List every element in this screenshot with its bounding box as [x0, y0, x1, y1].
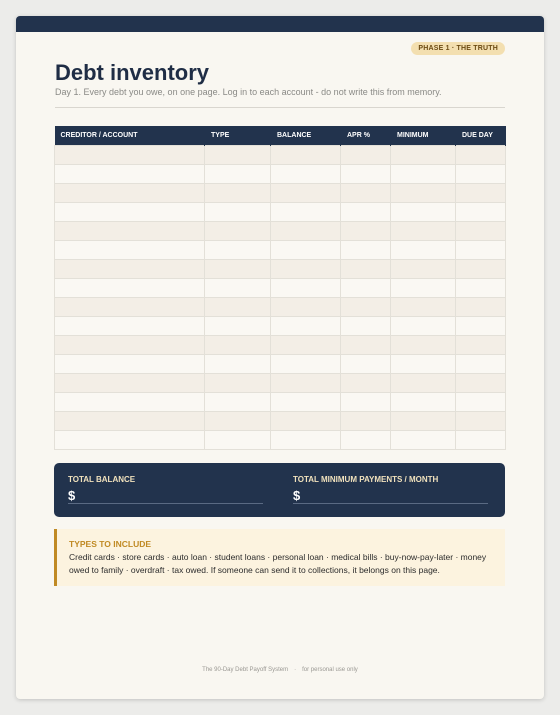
cell-minimum[interactable]	[391, 222, 456, 241]
cell-due-day[interactable]	[456, 203, 506, 222]
cell-type[interactable]	[205, 241, 271, 260]
cell-creditor[interactable]	[55, 336, 205, 355]
cell-balance[interactable]	[271, 165, 341, 184]
cell-minimum[interactable]	[391, 336, 456, 355]
cell-apr[interactable]	[341, 317, 391, 336]
total-minimum-block	[293, 475, 488, 504]
cell-apr[interactable]	[341, 165, 391, 184]
cell-apr[interactable]	[341, 393, 391, 412]
page-footer	[16, 667, 544, 673]
table-header-row	[55, 126, 506, 146]
table-row	[55, 412, 506, 431]
cell-balance[interactable]	[271, 222, 341, 241]
cell-due-day[interactable]	[456, 393, 506, 412]
cell-apr[interactable]	[341, 203, 391, 222]
cell-balance[interactable]	[271, 393, 341, 412]
table-row	[55, 241, 506, 260]
table-row	[55, 317, 506, 336]
cell-creditor[interactable]	[55, 222, 205, 241]
cell-creditor[interactable]	[55, 241, 205, 260]
cell-creditor[interactable]	[55, 393, 205, 412]
cell-minimum[interactable]	[391, 260, 456, 279]
page-title: Debt inventory	[55, 60, 210, 85]
cell-type[interactable]	[205, 374, 271, 393]
table-row	[55, 260, 506, 279]
cell-due-day[interactable]	[456, 146, 506, 165]
cell-due-day[interactable]	[456, 355, 506, 374]
cell-due-day[interactable]	[456, 374, 506, 393]
cell-type[interactable]	[205, 165, 271, 184]
total-balance-block	[68, 475, 263, 504]
total-balance-currency: $	[68, 488, 76, 503]
title-divider	[55, 107, 505, 108]
cell-apr[interactable]	[341, 222, 391, 241]
table-row	[55, 203, 506, 222]
cell-type[interactable]	[205, 317, 271, 336]
cell-creditor[interactable]	[55, 165, 205, 184]
cell-apr[interactable]	[341, 241, 391, 260]
page-subtitle: Day 1. Every debt you owe, on one page. Log in to each account - do not write this from memory.	[55, 87, 442, 97]
cell-apr[interactable]	[341, 146, 391, 165]
column-header-creditor: CREDITOR / ACCOUNT	[55, 126, 205, 146]
total-minimum-label: TOTAL MINIMUM PAYMENTS / MONTH	[293, 475, 439, 484]
cell-balance[interactable]	[271, 203, 341, 222]
cell-apr[interactable]	[341, 355, 391, 374]
cell-creditor[interactable]	[55, 184, 205, 203]
cell-minimum[interactable]	[391, 298, 456, 317]
cell-balance[interactable]	[271, 317, 341, 336]
cell-balance[interactable]	[271, 374, 341, 393]
cell-type[interactable]	[205, 222, 271, 241]
cell-balance[interactable]	[271, 241, 341, 260]
cell-due-day[interactable]	[456, 260, 506, 279]
debt-table-body	[55, 146, 506, 450]
callout-title: TYPES TO INCLUDE	[69, 539, 152, 549]
cell-minimum[interactable]	[391, 393, 456, 412]
cell-balance[interactable]	[271, 260, 341, 279]
cell-apr[interactable]	[341, 184, 391, 203]
cell-balance[interactable]	[271, 431, 341, 450]
table-row	[55, 279, 506, 298]
debt-table	[54, 126, 506, 450]
cell-due-day[interactable]	[456, 165, 506, 184]
top-accent-bar	[16, 16, 544, 32]
total-balance-label: TOTAL BALANCE	[68, 475, 136, 484]
cell-balance[interactable]	[271, 279, 341, 298]
cell-apr[interactable]	[341, 260, 391, 279]
cell-creditor[interactable]	[55, 317, 205, 336]
worksheet-page	[16, 16, 544, 699]
cell-minimum[interactable]	[391, 317, 456, 336]
table-row	[55, 298, 506, 317]
cell-balance[interactable]	[271, 298, 341, 317]
phase-badge: PHASE 1 · THE TRUTH	[411, 42, 505, 55]
cell-due-day[interactable]	[456, 317, 506, 336]
cell-creditor[interactable]	[55, 146, 205, 165]
cell-balance[interactable]	[271, 184, 341, 203]
table-row	[55, 184, 506, 203]
cell-creditor[interactable]	[55, 355, 205, 374]
cell-minimum[interactable]	[391, 165, 456, 184]
cell-creditor[interactable]	[55, 412, 205, 431]
cell-type[interactable]	[205, 279, 271, 298]
column-header-minimum: MINIMUM	[391, 126, 456, 146]
cell-balance[interactable]	[271, 355, 341, 374]
cell-type[interactable]	[205, 298, 271, 317]
total-minimum-field[interactable]	[293, 489, 488, 504]
total-balance-field[interactable]	[68, 489, 263, 504]
cell-due-day[interactable]	[456, 412, 506, 431]
types-callout	[54, 529, 505, 586]
cell-type[interactable]	[205, 260, 271, 279]
cell-minimum[interactable]	[391, 184, 456, 203]
cell-minimum[interactable]	[391, 374, 456, 393]
cell-minimum[interactable]	[391, 146, 456, 165]
cell-apr[interactable]	[341, 374, 391, 393]
footer-note: for personal use only	[302, 667, 358, 673]
cell-creditor[interactable]	[55, 203, 205, 222]
footer-brand: The 90-Day Debt Payoff System	[202, 667, 289, 673]
cell-balance[interactable]	[271, 146, 341, 165]
cell-type[interactable]	[205, 431, 271, 450]
column-header-apr: APR %	[341, 126, 391, 146]
cell-balance[interactable]	[271, 336, 341, 355]
totals-panel	[54, 463, 505, 517]
cell-creditor[interactable]	[55, 279, 205, 298]
cell-apr[interactable]	[341, 279, 391, 298]
column-header-type: TYPE	[205, 126, 271, 146]
table-row	[55, 393, 506, 412]
cell-creditor[interactable]	[55, 374, 205, 393]
cell-minimum[interactable]	[391, 355, 456, 374]
table-row	[55, 165, 506, 184]
total-minimum-currency: $	[293, 488, 301, 503]
cell-apr[interactable]	[341, 336, 391, 355]
cell-minimum[interactable]	[391, 412, 456, 431]
column-header-due-day: DUE DAY	[456, 126, 506, 146]
cell-due-day[interactable]	[456, 184, 506, 203]
cell-due-day[interactable]	[456, 241, 506, 260]
cell-minimum[interactable]	[391, 203, 456, 222]
cell-minimum[interactable]	[391, 279, 456, 298]
callout-body: Credit cards · store cards · auto loan · student loans · personal loan · medical bills · buy-now-pay-later · money owed to family · overdraft · tax owed. If someone can send it to collections, it belongs on this page.	[69, 552, 487, 575]
cell-type[interactable]	[205, 393, 271, 412]
table-row	[55, 355, 506, 374]
cell-type[interactable]	[205, 355, 271, 374]
cell-type[interactable]	[205, 412, 271, 431]
footer-separator: ·	[294, 667, 297, 673]
cell-balance[interactable]	[271, 412, 341, 431]
cell-creditor[interactable]	[55, 431, 205, 450]
table-row	[55, 222, 506, 241]
cell-due-day[interactable]	[456, 222, 506, 241]
cell-apr[interactable]	[341, 431, 391, 450]
cell-type[interactable]	[205, 203, 271, 222]
cell-minimum[interactable]	[391, 431, 456, 450]
table-row	[55, 374, 506, 393]
cell-apr[interactable]	[341, 412, 391, 431]
cell-apr[interactable]	[341, 298, 391, 317]
column-header-balance: BALANCE	[271, 126, 341, 146]
cell-type[interactable]	[205, 336, 271, 355]
cell-creditor[interactable]	[55, 260, 205, 279]
cell-due-day[interactable]	[456, 279, 506, 298]
cell-due-day[interactable]	[456, 336, 506, 355]
table-row	[55, 336, 506, 355]
cell-minimum[interactable]	[391, 241, 456, 260]
cell-creditor[interactable]	[55, 298, 205, 317]
table-row	[55, 146, 506, 165]
table-row	[55, 431, 506, 450]
cell-type[interactable]	[205, 146, 271, 165]
cell-type[interactable]	[205, 184, 271, 203]
cell-due-day[interactable]	[456, 298, 506, 317]
cell-due-day[interactable]	[456, 431, 506, 450]
